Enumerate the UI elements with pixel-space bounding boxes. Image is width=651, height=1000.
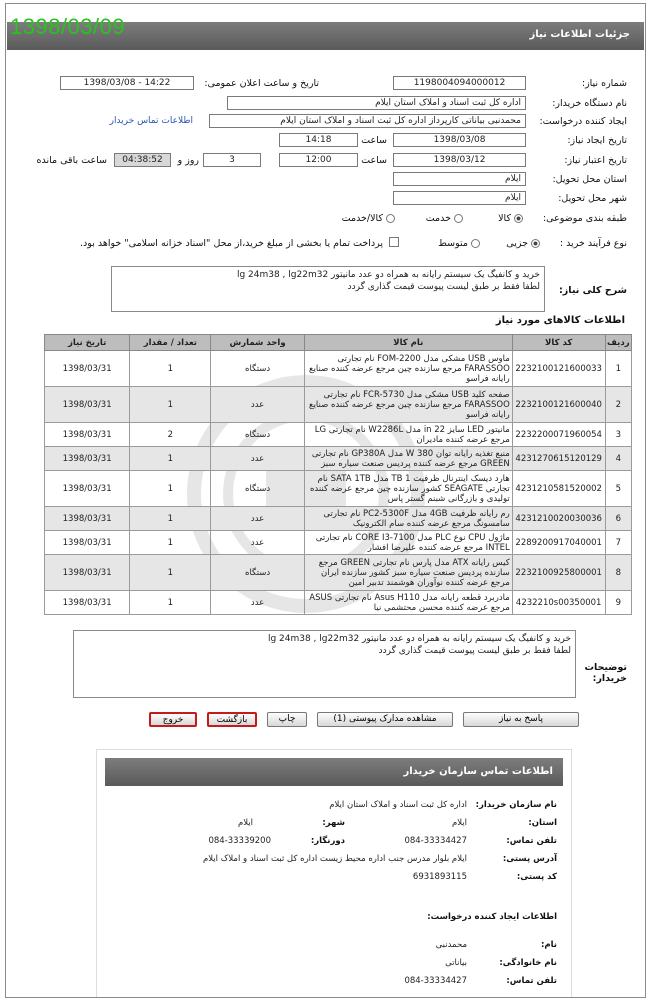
cell-qty: 1 xyxy=(130,447,211,471)
treasury-note: پرداخت تمام یا بخشی از مبلغ خرید،از محل "اسناد خزانه اسلامی" خواهد بود. xyxy=(80,238,383,249)
category-label: طبقه بندی موضوعی: xyxy=(542,213,627,224)
cell-row: 9 xyxy=(605,591,631,615)
exit-button[interactable]: خروج xyxy=(149,712,197,727)
cell-name: هارد دیسک اینترنال ظرفیت 1 TB مدل SATA 1TB نام تجارتی SEAGATE کشور سازنده چین مرجع عرضه کننده تولیدی و بازرگانی شبنم گستر پاس xyxy=(304,471,512,507)
cell-date: 1398/03/31 xyxy=(45,507,130,531)
creator-label: ایجاد کننده درخواست: xyxy=(539,116,627,127)
contact-title: اطلاعات تماس سازمان خریدار xyxy=(105,758,563,786)
cell-name: رم رایانه ظرفیت 4GB مدل PC2-5300F نام تجارتی سامسونگ مرجع عرضه کننده سام الکترونیک xyxy=(304,507,512,531)
cell-code: 4231210581520002 xyxy=(512,471,605,507)
cell-name: ماوس USB مشکی مدل FOM-2200 نام تجارتی FARASSOO مرجع سازنده چین مرجع عرضه کننده صنایع رایانه فراسو xyxy=(304,351,512,387)
table-row xyxy=(45,507,632,531)
remaining-days-field: 3 xyxy=(203,153,261,167)
radio-icon xyxy=(386,214,395,223)
contact-city-label: شهر: xyxy=(322,818,345,828)
cell-qty: 2 xyxy=(130,423,211,447)
buyer-contact-card xyxy=(96,749,572,998)
last-name-value: بیاناتی xyxy=(445,958,467,968)
items-table xyxy=(44,334,632,615)
col-qty: تعداد / مقدار xyxy=(130,335,211,351)
buyer-org-field: اداره کل ثبت اسناد و املاک استان ایلام xyxy=(227,96,526,110)
table-row xyxy=(45,423,632,447)
table-row xyxy=(45,387,632,423)
cell-name: منبع تغذیه رایانه توان 380 W مدل GP380A نام تجارتی GREEN مرجع عرضه کننده پردیس صنعت سیاره سبز xyxy=(304,447,512,471)
validity-date-label: تاریخ اعتبار نیاز: xyxy=(564,155,627,166)
cell-date: 1398/03/31 xyxy=(45,447,130,471)
buyer-notes-label: توضیحات خریدار: xyxy=(584,662,627,684)
org-name-label: نام سازمان خریدار: xyxy=(475,800,557,810)
city-label: شهر محل تحویل: xyxy=(558,193,627,204)
create-time-label: ساعت xyxy=(361,135,387,146)
process-option-minor[interactable]: جزیی xyxy=(506,238,540,249)
create-date-label: تاریخ ایجاد نیاز: xyxy=(567,135,627,146)
creator-phone-value: 084-33334427 xyxy=(404,976,467,986)
cell-code: 2232200071960054 xyxy=(512,423,605,447)
cell-unit: دستگاه xyxy=(211,555,304,591)
validity-time-label: ساعت xyxy=(361,155,387,166)
cell-unit: دستگاه xyxy=(211,423,304,447)
contact-fax-value: 084-33339200 xyxy=(208,836,271,846)
need-summary-text: خرید و کانفیگ یک سیستم رایانه به همراه دو عدد مانیتور lg 24m38 , lg22m32 لطفا فقط بر طبق لیست پیوست قیمت گذاری گردد xyxy=(111,266,545,312)
radio-icon xyxy=(471,239,480,248)
panel-title: جزئیات اطلاعات نیاز xyxy=(7,22,644,50)
postal-code-label: کد پستی: xyxy=(516,872,557,882)
remaining-label: ساعت باقی مانده xyxy=(36,155,107,166)
cell-date: 1398/03/31 xyxy=(45,531,130,555)
attachments-button[interactable]: مشاهده مدارک پیوستی (1) xyxy=(317,712,453,727)
cell-code: 4232210s00350001 xyxy=(512,591,605,615)
cell-name: ماژول CPU نوع PLC مدل CORE I3-7100 نام تجارتی INTEL مرجع عرضه کننده علیرضا افشار xyxy=(304,531,512,555)
cell-row: 2 xyxy=(605,387,631,423)
table-row xyxy=(45,555,632,591)
table-row xyxy=(45,351,632,387)
cell-date: 1398/03/31 xyxy=(45,471,130,507)
contact-phone-label: تلفن تماس: xyxy=(506,836,557,846)
process-label: نوع فرآیند خرید : xyxy=(559,238,627,249)
cell-date: 1398/03/31 xyxy=(45,351,130,387)
col-code: کد کالا xyxy=(512,335,605,351)
col-unit: واحد شمارش xyxy=(211,335,304,351)
table-row xyxy=(45,591,632,615)
col-name: نام کالا xyxy=(304,335,512,351)
cell-qty: 1 xyxy=(130,531,211,555)
create-date-field: 1398/03/08 xyxy=(393,133,526,147)
cell-qty: 1 xyxy=(130,591,211,615)
city-field: ایلام xyxy=(393,191,526,205)
cell-qty: 1 xyxy=(130,471,211,507)
category-option-goods[interactable]: کالا xyxy=(498,213,523,224)
cell-unit: عدد xyxy=(211,387,304,423)
announce-label: تاریخ و ساعت اعلان عمومی: xyxy=(204,78,319,89)
cell-unit: دستگاه xyxy=(211,351,304,387)
cell-code: 4231270615120129 xyxy=(512,447,605,471)
cell-date: 1398/03/31 xyxy=(45,591,130,615)
contact-province-label: استان: xyxy=(528,818,557,828)
cell-name: مادربرد قطعه رایانه مدل Asus H110 نام تجارتی ASUS مرجع عرضه کننده محسن محتشمی نیا xyxy=(304,591,512,615)
back-button[interactable]: بازگشت xyxy=(207,712,257,727)
table-header-row xyxy=(45,335,632,351)
cell-code: 2232100121600040 xyxy=(512,387,605,423)
remaining-time-field: 04:38:52 xyxy=(114,153,171,167)
address-label: آدرس پستی: xyxy=(502,854,557,864)
need-details-panel xyxy=(5,3,646,998)
cell-row: 1 xyxy=(605,351,631,387)
validity-date-field: 1398/03/12 xyxy=(393,153,526,167)
buyer-org-label: نام دستگاه خریدار: xyxy=(552,98,627,109)
create-time-field: 14:18 xyxy=(279,133,358,147)
cell-code: 2232100121600033 xyxy=(512,351,605,387)
table-row xyxy=(45,531,632,555)
province-label: استان محل تحویل: xyxy=(552,174,627,185)
cell-qty: 1 xyxy=(130,507,211,531)
date-stamp: 1398/03/09 xyxy=(10,14,126,39)
radio-icon xyxy=(514,214,523,223)
treasury-checkbox[interactable] xyxy=(389,237,399,247)
cell-code: 2289200917040001 xyxy=(512,531,605,555)
cell-qty: 1 xyxy=(130,351,211,387)
need-summary-label: شرح کلی نیاز: xyxy=(558,285,627,296)
validity-time-field: 12:00 xyxy=(279,153,358,167)
process-option-medium[interactable]: متوسط xyxy=(438,238,480,249)
cell-qty: 1 xyxy=(130,555,211,591)
cell-unit: عدد xyxy=(211,591,304,615)
cell-qty: 1 xyxy=(130,387,211,423)
cell-name: صفحه کلید USB مشکی مدل FCR-5730 نام تجارتی FARASSOO مرجع سازنده چین مرجع عرضه کننده صنایع رایانه فراسو xyxy=(304,387,512,423)
radio-icon xyxy=(454,214,463,223)
cell-code: 2232100925800001 xyxy=(512,555,605,591)
cell-unit: عدد xyxy=(211,507,304,531)
cell-name: کیس رایانه ATX مدل پارس نام تجارتی GREEN مرجع سازنده پردیس صنعت سیاره سبز کشور سازنده ایران مرجع عرضه کننده نوآوران هوشمند تدبیر امین xyxy=(304,555,512,591)
category-option-both[interactable]: کالا/خدمت xyxy=(342,213,395,224)
reply-button[interactable]: پاسخ به نیاز xyxy=(463,712,579,727)
cell-unit: عدد xyxy=(211,447,304,471)
radio-icon xyxy=(531,239,540,248)
buyer-contact-link[interactable]: اطلاعات تماس خریدار xyxy=(109,116,193,126)
first-name-value: محمدنبی xyxy=(435,940,467,950)
contact-fax-label: دورنگار: xyxy=(310,836,345,846)
org-name-value: اداره کل ثبت اسناد و املاک استان ایلام xyxy=(329,800,467,810)
need-number-label: شماره نیاز: xyxy=(581,78,627,89)
cell-code: 4231210020030036 xyxy=(512,507,605,531)
col-row: ردیف xyxy=(605,335,631,351)
print-button[interactable]: چاپ xyxy=(267,712,307,727)
creator-info-title: اطلاعات ایجاد کننده درخواست: xyxy=(427,912,557,922)
contact-province-value: ایلام xyxy=(451,818,467,828)
items-section-title: اطلاعات کالاهای مورد نیاز xyxy=(495,315,625,326)
cell-unit: دستگاه xyxy=(211,471,304,507)
postal-code-value: 6931893115 xyxy=(412,872,467,882)
table-row xyxy=(45,471,632,507)
cell-date: 1398/03/31 xyxy=(45,387,130,423)
creator-phone-label: تلفن تماس: xyxy=(506,976,557,986)
cell-date: 1398/03/31 xyxy=(45,423,130,447)
announce-field: 1398/03/08 - 14:22 xyxy=(60,76,194,90)
first-name-label: نام: xyxy=(540,940,557,950)
need-number-field: 1198004094000012 xyxy=(393,76,526,90)
province-field: ایلام xyxy=(393,172,526,186)
last-name-label: نام خانوادگی: xyxy=(499,958,557,968)
cell-row: 8 xyxy=(605,555,631,591)
buyer-notes-text: خرید و کانفیگ یک سیستم رایانه به همراه دو عدد مانیتور lg 24m38 , lg22m32 لطفا فقط بر طبق لیست پیوست قیمت گذاری گردد xyxy=(73,630,576,698)
days-label: روز و xyxy=(177,155,199,166)
creator-field: محمدنبی بیاناتی کارپرداز اداره کل ثبت اسناد و املاک استان ایلام xyxy=(209,114,526,128)
cell-date: 1398/03/31 xyxy=(45,555,130,591)
address-value: ایلام بلوار مدرس جنب اداره محیط زیست اداره کل ثبت اسناد و املاک ایلام xyxy=(202,854,467,864)
contact-city-value: ایلام xyxy=(237,818,253,828)
cell-row: 4 xyxy=(605,447,631,471)
cell-row: 6 xyxy=(605,507,631,531)
cell-row: 7 xyxy=(605,531,631,555)
cell-row: 3 xyxy=(605,423,631,447)
col-date: تاریخ نیاز xyxy=(45,335,130,351)
category-option-service[interactable]: خدمت xyxy=(426,213,463,224)
contact-phone-value: 084-33334427 xyxy=(404,836,467,846)
cell-unit: عدد xyxy=(211,531,304,555)
table-row xyxy=(45,447,632,471)
cell-row: 5 xyxy=(605,471,631,507)
cell-name: مانیتور LED سایز 22 in مدل W2286L نام تجارتی LG مرجع عرضه کننده مادیران xyxy=(304,423,512,447)
